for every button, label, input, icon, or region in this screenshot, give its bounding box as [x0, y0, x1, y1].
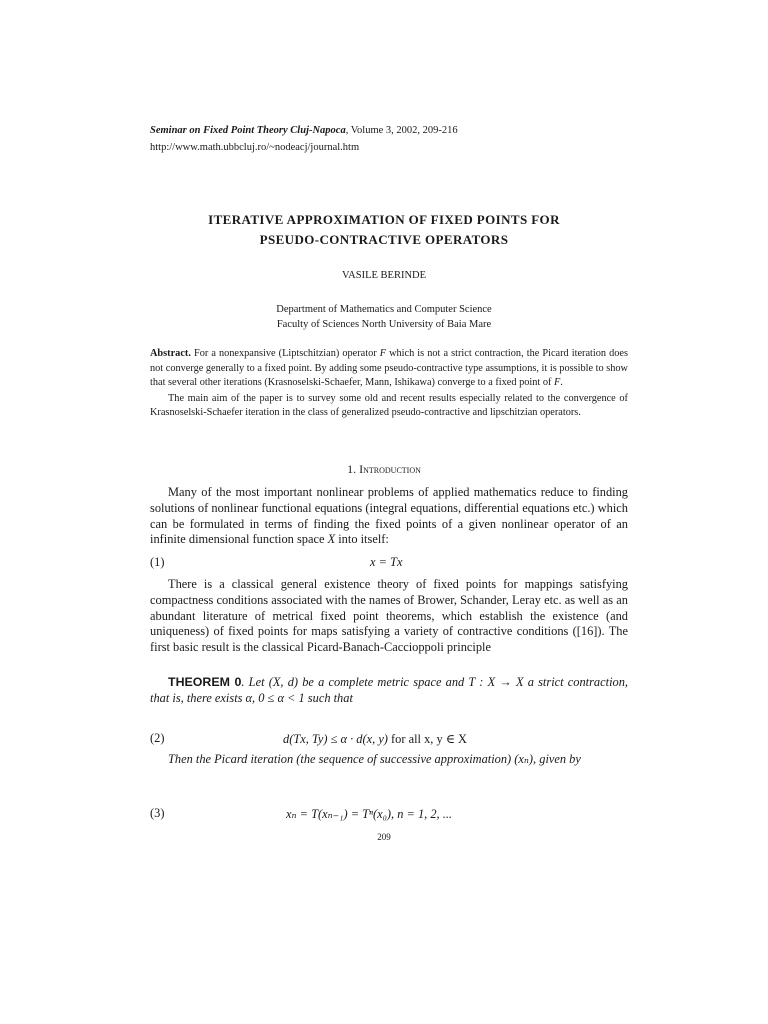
- journal-citation: [150, 122, 458, 139]
- equation-tail: for all x, y ∈ X: [387, 732, 467, 746]
- abstract-label: Abstract.: [150, 348, 191, 359]
- abstract-paragraph-1: [150, 347, 628, 391]
- journal-name: Seminar on Fixed Point Theory Cluj-Napoca: [150, 125, 346, 136]
- equation-main: d(Tx, Ty) ≤ α · d(x, y): [283, 732, 388, 746]
- abstract-paragraph-2: The main aim of the paper is to survey some old and recent results especially related to the convergence of Krasnoselski-Schaefer iteration in the class of generalized pseudo-contractive and lipschitzian operators.: [150, 392, 628, 419]
- abstract-var-f: F: [379, 348, 387, 359]
- para1-tail: into itself:: [335, 532, 389, 547]
- theorem-0: [150, 675, 628, 707]
- page-number: 209: [377, 832, 391, 842]
- theorem-statement: . Let (X, d) be a complete metric space and T : X → X a strict contraction, that is, there exists α, 0 ≤ α < 1 such that: [150, 675, 628, 705]
- equation-number: (3): [150, 806, 165, 820]
- affiliation-line-2: Faculty of Sciences North University of Baia Mare: [276, 319, 492, 330]
- intro-paragraph-1: [150, 485, 628, 548]
- journal-header: [150, 122, 458, 156]
- affiliation: [120, 302, 648, 332]
- title-line-2: PSEUDO-CONTRACTIVE OPERATORS: [259, 232, 509, 247]
- abstract-text-a: For a nonexpansive (Liptschitzian) operator: [190, 348, 380, 359]
- abstract-text-end: .: [560, 377, 563, 389]
- equation-expression: x = Tx: [370, 555, 403, 569]
- equation-number: (2): [150, 731, 165, 745]
- title-line-1: ITERATIVE APPROXIMATION OF FIXED POINTS FOR: [208, 212, 560, 227]
- para1-text: Many of the most important nonlinear problems of applied mathematics reduce to finding solutions of nonlinear functional equations (integral equations, differential equations etc.) which can be formulated in terms of finding the fixed points of a given nonlinear operator of an infinite dimensional function space: [150, 485, 628, 547]
- abstract: [150, 347, 628, 421]
- volume-info: , Volume 3, 2002, 209-216: [345, 125, 458, 136]
- intro-paragraph-2: There is a classical general existence theory of fixed points for mappings satisfying compactness conditions associated with the names of Brower, Schander, Leray etc. as well as an abundant literature of metrical fixed point theorems, which establish the existence (and uniqueness) of fixed points for maps satisfying a variety of contractive conditions ([16]). The first basic result is the classical Picard-Banach-Caccioppoli principle: [150, 577, 628, 655]
- section-heading: 1. Introduction: [347, 462, 421, 476]
- affiliation-line-1: Department of Mathematics and Computer Science: [276, 304, 492, 315]
- equation-expression: xₙ = T(xₙ₋₁) = Tⁿ(x₀), n = 1, 2, ...: [286, 807, 453, 821]
- journal-url[interactable]: http://www.math.ubbcluj.ro/~nodeacj/journal.htm: [150, 142, 360, 153]
- paper-title: [120, 210, 648, 250]
- equation-expression: [283, 731, 467, 747]
- author-name: VASILE BERINDE: [341, 270, 427, 281]
- theorem-label: THEOREM 0: [168, 675, 242, 689]
- abstract-text-b: which is not a strict contraction, the Picard iteration does not converge generally to a fixed point. By adding some pseudo-contractive type assumptions, it is possible to show that several other iterations (Krasnoselski-Schaefer, Mann, Ishikawa) converge to a fixed point of: [150, 348, 628, 389]
- para1-var-x: X: [327, 532, 336, 547]
- intro-paragraph-3: Then the Picard iteration (the sequence of successive approximation) (xₙ), given by: [168, 752, 581, 766]
- equation-number: (1): [150, 555, 165, 569]
- abstract-var-f2: F: [554, 377, 561, 389]
